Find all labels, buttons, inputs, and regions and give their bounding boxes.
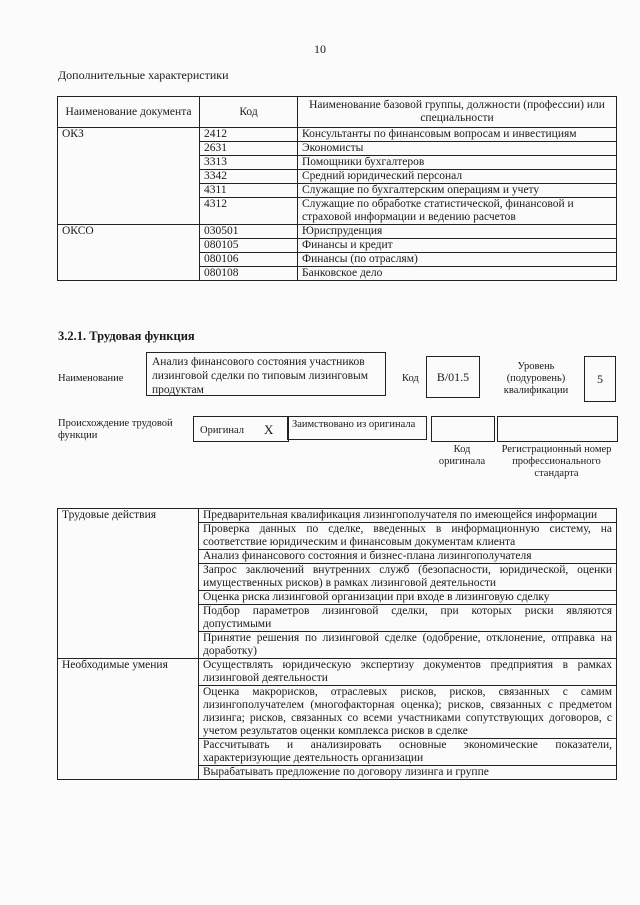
code-cell: 2412	[200, 128, 298, 142]
detail-item: Принятие решения по лизинговой сделке (одобрение, отклонение, отправка на доработку)	[199, 632, 617, 659]
level-box: 5	[584, 356, 616, 402]
doc-cell: ОКЗ	[58, 128, 200, 225]
code-cell: 030501	[200, 225, 298, 239]
page-number: 10	[314, 42, 326, 56]
detail-row	[58, 659, 617, 686]
name-cell: Банковское дело	[298, 267, 617, 281]
header-name: Наименование базовой группы, должности (профессии) или специальности	[298, 97, 617, 128]
header-code: Код	[200, 97, 298, 128]
detail-item: Проверка данных по сделке, введенных в информационную систему, на соответствие юридическим и финансовым документам клиента	[199, 523, 617, 550]
code-cell: 080108	[200, 267, 298, 281]
name-cell: Служащие по бухгалтерским операциям и учету	[298, 184, 617, 198]
name-cell: Финансы и кредит	[298, 239, 617, 253]
doc-cell: ОКСО	[58, 225, 200, 281]
origin-code-cell	[431, 416, 495, 442]
function-details-table	[57, 508, 617, 780]
extra-characteristics-title: Дополнительные характеристики	[58, 68, 229, 82]
function-name-box: Анализ финансового состояния участников лизинговой сделки по типовым лизинговым продуктам	[146, 352, 386, 396]
detail-item: Предварительная квалификация лизингополучателя по имеющейся информации	[199, 509, 617, 523]
code-cell: 080106	[200, 253, 298, 267]
name-cell: Юриспруденция	[298, 225, 617, 239]
detail-item: Рассчитывать и анализировать основные экономические показатели, характеризующие деятельность организации	[199, 739, 617, 766]
header-doc: Наименование документа	[58, 97, 200, 128]
table-row	[58, 128, 617, 142]
detail-row	[58, 509, 617, 523]
detail-item: Оценка макрорисков, отраслевых рисков, рисков, связанных с самим лизингополучателем (многофакторная оценка); рисков, связанных с предметом лизинга; рисков, связанных со всеми участниками сопутствующих договоров, с учетом результатов оценки комплекса рисков в сделке	[199, 686, 617, 739]
original-mark: X	[264, 422, 274, 437]
name-cell: Экономисты	[298, 142, 617, 156]
extra-characteristics-table	[57, 96, 617, 281]
detail-item: Оценка риска лизинговой организации при входе в лизинговую сделку	[199, 591, 617, 605]
detail-item: Подбор параметров лизинговой сделки, при которых риски являются допустимыми	[199, 605, 617, 632]
borrowed-cell: Заимствовано из оригинала	[287, 416, 427, 440]
reg-number-cell	[497, 416, 618, 442]
name-cell: Помощники бухгалтеров	[298, 156, 617, 170]
name-cell: Консультанты по финансовым вопросам и инвестициям	[298, 128, 617, 142]
detail-item: Анализ финансового состояния и бизнес-плана лизингополучателя	[199, 550, 617, 564]
code-cell: 080105	[200, 239, 298, 253]
original-cell	[193, 416, 289, 442]
category-cell: Трудовые действия	[58, 509, 199, 659]
function-name-label: Наименование	[58, 373, 124, 384]
origin-code-caption: Код оригинала	[438, 444, 486, 467]
detail-item: Осуществлять юридическую экспертизу документов предприятия в рамках лизинговой деятельности	[199, 659, 617, 686]
name-cell: Финансы (по отраслям)	[298, 253, 617, 267]
function-heading: 3.2.1. Трудовая функция	[58, 329, 195, 343]
origin-label: Происхождение трудовой функции	[58, 418, 173, 441]
level-label: Уровень (подуровень) квалификации	[503, 361, 569, 396]
name-cell: Средний юридический персонал	[298, 170, 617, 184]
function-code-box: B/01.5	[426, 356, 480, 398]
detail-item: Запрос заключений внутренних служб (безопасности, юридической, оценки имущественных рисков) в рамках лизинговой деятельности	[199, 564, 617, 591]
code-cell: 3313	[200, 156, 298, 170]
table-row	[58, 225, 617, 239]
name-cell: Служащие по обработке статистической, финансовой и страховой информации и ведению расчетов	[298, 198, 617, 225]
reg-number-caption: Регистрационный номер профессионального стандарта	[501, 444, 612, 479]
extra-table-body	[58, 128, 617, 281]
table-header-row	[58, 97, 617, 128]
category-cell: Необходимые умения	[58, 659, 199, 780]
code-cell: 4312	[200, 198, 298, 225]
detail-item: Вырабатывать предложение по договору лизинга и группе	[199, 766, 617, 780]
code-cell: 3342	[200, 170, 298, 184]
function-code-label: Код	[402, 373, 419, 384]
original-label: Оригинал	[200, 425, 244, 436]
code-cell: 2631	[200, 142, 298, 156]
code-cell: 4311	[200, 184, 298, 198]
details-body	[58, 509, 617, 780]
